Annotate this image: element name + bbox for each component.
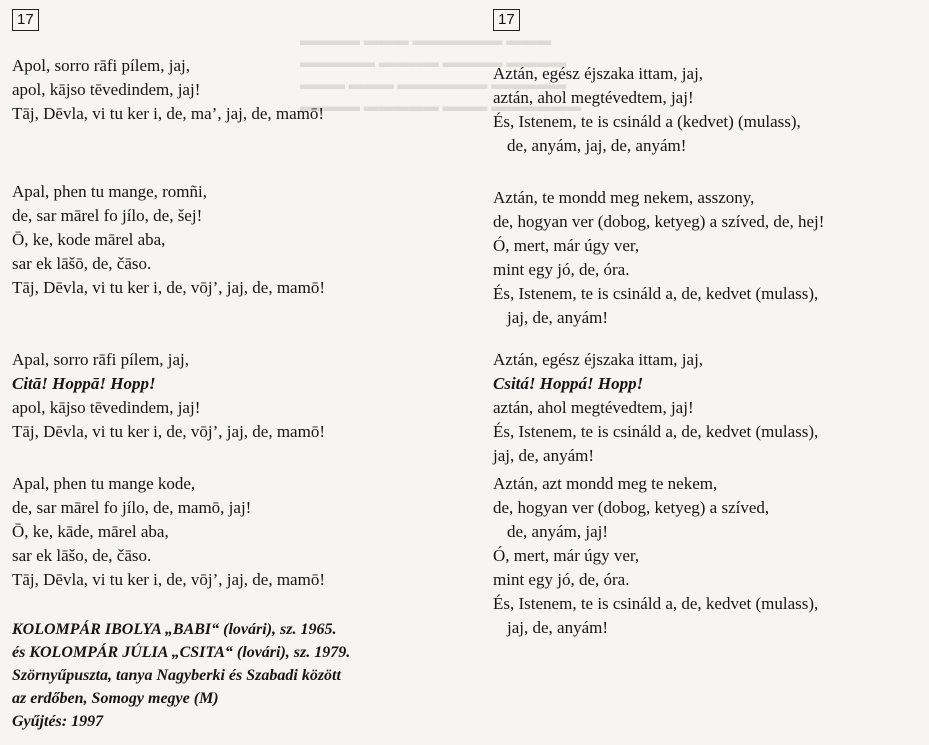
lyric-line: Tāj, Dēvla, vi tu ker i, de, vōj’, jaj, de, mamō! <box>12 278 325 297</box>
right-stanza-3 <box>493 348 818 468</box>
left-stanza-4 <box>12 472 325 592</box>
lyric-line: aztán, ahol megtévedtem, jaj! <box>493 88 694 107</box>
song-number-box: 17 <box>493 9 520 31</box>
source-attribution <box>12 618 350 733</box>
source-line: Gyűjtés: 1997 <box>12 713 104 730</box>
source-line: és KOLOMPÁR JÚLIA „CSITA“ (lovári), sz. 1979. <box>12 644 351 661</box>
lyric-line: apol, kājso tēvedindem, jaj! <box>12 398 201 417</box>
lyric-line: Tāj, Dēvla, vi tu ker i, de, ma’, jaj, de, mamō! <box>12 104 325 123</box>
lyric-line: de, hogyan ver (dobog, ketyeg) a szíved, <box>493 498 770 517</box>
lyric-line: aztán, ahol megtévedtem, jaj! <box>493 398 694 417</box>
lyric-line: mint egy jó, de, óra. <box>493 570 630 589</box>
lyric-line: Aztán, egész éjszaka ittam, jaj, <box>493 350 704 369</box>
lyric-line: Aztán, azt mondd meg te nekem, <box>493 474 718 493</box>
lyric-line: Tāj, Dēvla, vi tu ker i, de, vōj’, jaj, de, mamō! <box>12 570 325 589</box>
lyric-line: Apal, phen tu mange kode, <box>12 474 196 493</box>
lyric-line: És, Istenem, te is csináld a, de, kedvet (mulass), <box>493 422 819 441</box>
right-stanza-2 <box>493 186 824 330</box>
lyric-line: mint egy jó, de, óra. <box>493 260 630 279</box>
lyric-line: Ō, ke, kāde, mārel aba, <box>12 522 169 541</box>
left-stanza-2 <box>12 180 325 300</box>
left-stanza-1 <box>12 54 324 126</box>
lyric-line: de, anyám, jaj, de, anyám! <box>507 136 687 155</box>
lyric-line: És, Istenem, te is csináld a, de, kedvet (mulass), <box>493 284 819 303</box>
lyric-line: sar ek lāšō, de, čāso. <box>12 254 152 273</box>
refrain-line: Citā! Hoppā! Hopp! <box>12 374 156 393</box>
lyric-line: Ō, ke, kode mārel aba, <box>12 230 166 249</box>
lyric-line: Apal, phen tu mange, romñi, <box>12 182 207 201</box>
lyric-line: És, Istenem, te is csináld a (kedvet) (mulass), <box>493 112 801 131</box>
left-stanza-3 <box>12 348 325 444</box>
lyric-line: de, sar mārel fo jílo, de, šej! <box>12 206 203 225</box>
lyric-line: Aztán, te mondd meg nekem, asszony, <box>493 188 755 207</box>
source-line: KOLOMPÁR IBOLYA „BABI“ (lovári), sz. 1965. <box>12 621 337 638</box>
source-line: az erdőben, Somogy megye (M) <box>12 690 219 707</box>
lyric-line: Aztán, egész éjszaka ittam, jaj, <box>493 64 704 83</box>
lyric-line: Apol, sorro rāfi pílem, jaj, <box>12 56 190 75</box>
lyric-line: sar ek lāšo, de, čāso. <box>12 546 152 565</box>
lyric-line: jaj, de, anyám! <box>507 308 609 327</box>
lyric-line: apol, kājso tēvedindem, jaj! <box>12 80 201 99</box>
lyric-line: És, Istenem, te is csináld a, de, kedvet (mulass), <box>493 594 819 613</box>
lyric-line: jaj, de, anyám! <box>493 446 595 465</box>
lyric-line: jaj, de, anyám! <box>507 618 609 637</box>
refrain-line: Csitá! Hoppá! Hopp! <box>493 374 644 393</box>
lyric-line: Tāj, Dēvla, vi tu ker i, de, vōj’, jaj, de, mamō! <box>12 422 325 441</box>
right-stanza-1 <box>493 62 801 158</box>
lyric-line: de, hogyan ver (dobog, ketyeg) a szíved, de, hej! <box>493 212 825 231</box>
lyric-line: de, sar mārel fo jílo, de, mamō, jaj! <box>12 498 252 517</box>
lyric-line: Ó, mert, már úgy ver, <box>493 546 640 565</box>
song-number-box: 17 <box>12 9 39 31</box>
lyric-line: Ó, mert, már úgy ver, <box>493 236 640 255</box>
source-line: Szörnyűpuszta, tanya Nagyberki és Szabadi között <box>12 667 341 684</box>
right-stanza-4 <box>493 472 818 640</box>
lyric-line: Apal, sorro rāfi pílem, jaj, <box>12 350 190 369</box>
lyric-line: de, anyám, jaj! <box>507 522 609 541</box>
